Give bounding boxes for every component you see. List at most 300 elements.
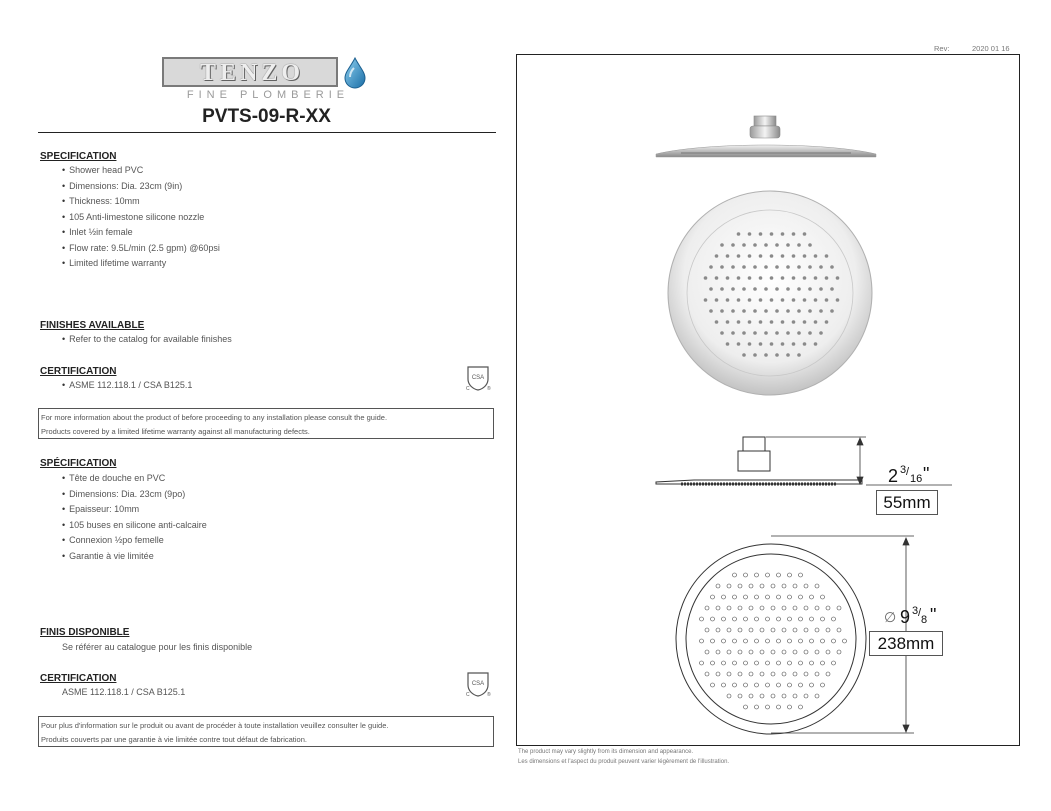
nozzle-hole (775, 309, 779, 313)
nozzle-hole (821, 617, 825, 621)
nozzle-hole (709, 265, 713, 269)
nozzle-hole (786, 331, 790, 335)
nozzle-hole (815, 606, 819, 610)
nozzle-hole (766, 683, 770, 687)
nozzle-hole (821, 595, 825, 599)
nozzle-hole (738, 628, 742, 632)
csa-mark-right: ® (487, 386, 491, 392)
disclaimer-fr: Les dimensions et l'aspect du produit peuvent varier légèrement de l'illustration. (518, 759, 730, 765)
nozzle-hole (737, 254, 741, 258)
side-view-drawing (656, 437, 862, 484)
nozzle-hole (755, 683, 759, 687)
nozzle-hole (731, 331, 735, 335)
cert-list-fr (62, 685, 185, 701)
nozzle-hole (755, 573, 759, 577)
nozzle-hole (826, 628, 830, 632)
nozzle-hole (808, 287, 812, 291)
nozzle-hole (742, 243, 746, 247)
nozzle-hole (793, 672, 797, 676)
nozzle-hole (759, 320, 763, 324)
nozzle-hole (711, 639, 715, 643)
nozzle-hole (759, 276, 763, 280)
nozzle-hole (760, 628, 764, 632)
note-line: Produits couverts par une garantie à vie limitée contre tout défaut de fabrication. (41, 735, 307, 744)
nozzle-hole (766, 705, 770, 709)
csa-mark-left: C (466, 386, 470, 392)
nozzle-hole (755, 595, 759, 599)
nozzle-hole (753, 265, 757, 269)
nozzle-hole (760, 672, 764, 676)
nozzle-hole (775, 243, 779, 247)
nozzle-hole (792, 298, 796, 302)
nozzle-hole (808, 309, 812, 313)
nozzle-hole (793, 584, 797, 588)
nozzle-hole (727, 650, 731, 654)
nozzle-hole (786, 353, 790, 357)
nozzle-hole (777, 617, 781, 621)
nozzle-hole (771, 606, 775, 610)
nozzle-hole (804, 584, 808, 588)
csa-mark-left: C (466, 692, 470, 698)
nozzle-hole (716, 628, 720, 632)
nozzle-hole (797, 287, 801, 291)
csa-mark-text: CSA (471, 375, 485, 381)
front-view-drawing (676, 544, 866, 734)
nozzle-hole (753, 287, 757, 291)
nozzle-hole (804, 672, 808, 676)
nozzle-hole (825, 254, 829, 258)
nozzle-hole (760, 606, 764, 610)
nozzle-hole (715, 276, 719, 280)
nozzle-hole (781, 254, 785, 258)
nozzle-hole (814, 254, 818, 258)
nozzle-hole (782, 672, 786, 676)
nozzle-hole (810, 595, 814, 599)
nozzle-hole (815, 628, 819, 632)
nozzle-hole (782, 694, 786, 698)
nozzle-hole (749, 584, 753, 588)
nozzle-hole (799, 705, 803, 709)
note-line: For more information about the product of before proceeding to any installation please consult the guide. (41, 413, 388, 422)
nozzle-hole (821, 683, 825, 687)
nozzle-hole (770, 298, 774, 302)
nozzle-hole (700, 639, 704, 643)
nozzle-hole (716, 584, 720, 588)
nozzle-hole (799, 683, 803, 687)
nozzle-hole (744, 595, 748, 599)
nozzle-hole (782, 606, 786, 610)
nozzle-hole (837, 606, 841, 610)
nozzle-hole (808, 243, 812, 247)
nozzle-hole (837, 650, 841, 654)
list-item: • Connexion ½po femelle (62, 533, 207, 549)
nozzle-hole (826, 606, 830, 610)
nozzle-hole (819, 287, 823, 291)
nozzle-hole (770, 232, 774, 236)
nozzle-hole (797, 265, 801, 269)
info-note-en (38, 408, 494, 439)
list-item: • Limited lifetime warranty (62, 256, 220, 272)
nozzle-hole (711, 595, 715, 599)
nozzle-hole (744, 639, 748, 643)
nozzle-hole (814, 298, 818, 302)
nozzle-hole (742, 331, 746, 335)
nozzle-hole (804, 628, 808, 632)
nozzle-hole (720, 287, 724, 291)
nozzle-hole (821, 661, 825, 665)
nozzle-hole (775, 265, 779, 269)
nozzle-hole (803, 342, 807, 346)
height-fraction: 2 3 / 16 " (888, 464, 930, 486)
list-item: • Tête de douche en PVC (62, 471, 207, 487)
nozzle-hole (804, 650, 808, 654)
finishes-list-fr (62, 640, 252, 656)
cert-list-en (62, 378, 192, 394)
nozzle-hole (777, 683, 781, 687)
nozzle-hole (792, 254, 796, 258)
nozzle-hole (764, 243, 768, 247)
nozzle-hole (733, 617, 737, 621)
disclaimer-en: The product may vary slightly from its dimension and appearance. (518, 749, 694, 755)
nozzle-hole (771, 584, 775, 588)
nozzle-hole (766, 573, 770, 577)
nozzle-hole (737, 276, 741, 280)
nozzle-hole (716, 650, 720, 654)
nozzle-hole (792, 276, 796, 280)
nozzle-hole (705, 606, 709, 610)
nozzle-hole (720, 265, 724, 269)
revision-date: 2020 01 16 (972, 44, 1010, 53)
info-note-fr (38, 716, 494, 747)
nozzle-hole (771, 672, 775, 676)
nozzle-hole (786, 265, 790, 269)
nozzle-hole (711, 683, 715, 687)
nozzle-hole (726, 298, 730, 302)
list-item: • Dimensions: Dia. 23cm (9po) (62, 487, 207, 503)
nozzle-hole (781, 276, 785, 280)
nozzle-hole (744, 661, 748, 665)
nozzle-hole (826, 650, 830, 654)
nozzle-hole (753, 309, 757, 313)
nozzle-hole (764, 287, 768, 291)
nozzle-hole (819, 309, 823, 313)
list-item: • Epaisseur: 10mm (62, 502, 207, 518)
nozzle-hole (738, 584, 742, 588)
spec-list-fr (62, 471, 207, 564)
nozzle-hole (766, 617, 770, 621)
nozzle-hole (711, 661, 715, 665)
nozzle-hole (759, 298, 763, 302)
nozzle-hole (705, 628, 709, 632)
nozzle-hole (832, 661, 836, 665)
nozzle-hole (748, 320, 752, 324)
nozzle-hole (748, 342, 752, 346)
nozzle-hole (797, 243, 801, 247)
nozzle-hole (722, 661, 726, 665)
nozzle-hole (815, 672, 819, 676)
nozzle-hole (755, 617, 759, 621)
nozzle-hole (814, 320, 818, 324)
side-view-photo (656, 116, 876, 157)
nozzle-hole (722, 639, 726, 643)
logo-tagline: FINE PLOMBERIE (186, 89, 350, 101)
nozzle-hole (715, 254, 719, 258)
finishes-list-en (62, 332, 232, 348)
nozzle-hole (797, 331, 801, 335)
nozzle-hole (781, 320, 785, 324)
nozzle-hole (753, 243, 757, 247)
nozzle-hole (744, 705, 748, 709)
list-item: • ASME 112.118.1 / CSA B125.1 (62, 378, 192, 394)
nozzle-hole (837, 628, 841, 632)
spec-heading-en: SPECIFICATION (40, 151, 117, 162)
nozzle-hole (836, 276, 840, 280)
nozzle-hole (737, 232, 741, 236)
logo-wordmark-box (162, 57, 338, 87)
nozzle-hole (788, 617, 792, 621)
nozzle-hole (799, 573, 803, 577)
nozzle-hole (764, 265, 768, 269)
nozzle-hole (737, 320, 741, 324)
nozzle-hole (804, 694, 808, 698)
cert-heading-fr: CERTIFICATION (40, 673, 117, 684)
nozzle-hole (815, 584, 819, 588)
nozzle-hole (749, 628, 753, 632)
nozzle-hole (781, 232, 785, 236)
diameter-fraction: ∅ 9 3 / 8 " (884, 605, 937, 627)
nozzle-hole (759, 342, 763, 346)
nozzle-hole (727, 606, 731, 610)
nozzle-hole (749, 672, 753, 676)
nozzle-hole (744, 683, 748, 687)
nozzle-hole (832, 639, 836, 643)
nozzle-hole (797, 309, 801, 313)
diameter-symbol: ∅ (884, 609, 897, 625)
nozzle-hole (788, 573, 792, 577)
nozzle-hole (793, 606, 797, 610)
nozzle-hole (742, 265, 746, 269)
nozzle-hole (766, 595, 770, 599)
nozzle-hole (726, 320, 730, 324)
cert-heading-en: CERTIFICATION (40, 366, 117, 377)
list-item: • Inlet ½in female (62, 225, 220, 241)
spec-list-en (62, 163, 220, 272)
nozzle-hole (748, 254, 752, 258)
revision-label: Rev: (934, 44, 950, 53)
nozzle-hole (742, 309, 746, 313)
nozzle-hole (705, 672, 709, 676)
nozzle-hole (793, 628, 797, 632)
nozzle-hole (760, 694, 764, 698)
nozzle-hole (775, 331, 779, 335)
list-item: ASME 112.118.1 / CSA B125.1 (62, 687, 186, 697)
height-denominator: 16 (910, 473, 923, 485)
finishes-heading-en: FINISHES AVAILABLE (40, 320, 145, 331)
nozzle-hole (815, 650, 819, 654)
csa-certification-icon (464, 364, 492, 392)
nozzle-hole (804, 606, 808, 610)
nozzle-hole (738, 650, 742, 654)
csa-mark-right: ® (487, 692, 491, 698)
nozzle-hole (700, 661, 704, 665)
nozzle-hole (755, 661, 759, 665)
height-whole: 2 (888, 466, 899, 486)
nozzle-hole (799, 595, 803, 599)
nozzle-hole (727, 584, 731, 588)
nozzle-hole (760, 584, 764, 588)
csa-mark-text: CSA (471, 681, 485, 687)
nozzle-hole (759, 232, 763, 236)
nozzle-hole (782, 628, 786, 632)
nozzle-hole (821, 639, 825, 643)
nozzle-hole (810, 639, 814, 643)
csa-certification-icon (464, 670, 492, 698)
nozzle-hole (777, 661, 781, 665)
nozzle-hole (792, 342, 796, 346)
nozzle-hole (716, 672, 720, 676)
finishes-heading-fr: FINIS DISPONIBLE (40, 627, 130, 638)
nozzle-hole (843, 639, 847, 643)
list-item: • Dimensions: Dia. 23cm (9in) (62, 179, 220, 195)
nozzle-hole (803, 254, 807, 258)
nozzle-hole (738, 606, 742, 610)
diameter-whole: 9 (900, 607, 911, 627)
nozzle-hole (782, 650, 786, 654)
nozzle-hole (764, 331, 768, 335)
nozzle-hole (775, 353, 779, 357)
nozzle-hole (704, 276, 708, 280)
nozzle-hole (771, 694, 775, 698)
nozzle-hole (744, 573, 748, 577)
nozzle-hole (731, 265, 735, 269)
diameter-numerator: 3 (912, 605, 919, 617)
nozzle-hole (733, 573, 737, 577)
nozzle-hole (731, 243, 735, 247)
nozzle-hole (788, 595, 792, 599)
nozzle-hole (826, 672, 830, 676)
nozzle-hole (722, 595, 726, 599)
nozzle-hole (755, 639, 759, 643)
front-view-photo (668, 191, 872, 395)
nozzle-hole (777, 705, 781, 709)
nozzle-hole (799, 617, 803, 621)
nozzle-hole (716, 606, 720, 610)
nozzle-hole (709, 309, 713, 313)
nozzle-hole (792, 232, 796, 236)
nozzle-hole (793, 650, 797, 654)
list-item: • 105 Anti-limestone silicone nozzle (62, 210, 220, 226)
nozzle-hole (830, 287, 834, 291)
list-item: • 105 buses en silicone anti-calcaire (62, 518, 207, 534)
nozzle-hole (749, 606, 753, 610)
nozzle-hole (777, 573, 781, 577)
nozzle-hole (744, 617, 748, 621)
nozzle-hole (825, 276, 829, 280)
brand-logo (162, 57, 377, 103)
list-item: • Shower head PVC (62, 163, 220, 179)
nozzle-hole (737, 298, 741, 302)
nozzle-hole (770, 342, 774, 346)
product-drawing (516, 54, 1020, 746)
nozzle-hole (733, 639, 737, 643)
diameter-denominator: 8 (921, 614, 928, 626)
nozzle-hole (793, 694, 797, 698)
nozzle-hole (797, 353, 801, 357)
nozzle-hole (810, 617, 814, 621)
nozzle-hole (727, 628, 731, 632)
nozzle-hole (764, 353, 768, 357)
nozzle-hole (810, 661, 814, 665)
nozzle-hole (788, 639, 792, 643)
list-item: • Garantie à vie limitée (62, 549, 207, 565)
nozzle-hole (709, 287, 713, 291)
product-code-title: PVTS-09-R-XX (202, 106, 331, 127)
nozzle-hole (777, 639, 781, 643)
nozzle-hole (722, 683, 726, 687)
nozzle-hole (749, 650, 753, 654)
nozzle-hole (753, 331, 757, 335)
spec-heading-fr: SPÉCIFICATION (40, 458, 117, 469)
nozzle-hole (836, 298, 840, 302)
nozzle-hole (832, 617, 836, 621)
nozzle-hole (803, 232, 807, 236)
nozzle-hole (788, 705, 792, 709)
nozzle-hole (715, 320, 719, 324)
nozzle-hole (771, 628, 775, 632)
nozzle-hole (770, 254, 774, 258)
height-inch-mark: " (923, 464, 930, 484)
nozzle-hole (748, 232, 752, 236)
nozzle-hole (733, 661, 737, 665)
nozzle-hole (704, 298, 708, 302)
note-line: Products covered by a limited lifetime warranty against all manufacturing defects. (41, 427, 310, 436)
nozzle-hole (775, 287, 779, 291)
nozzle-hole (830, 309, 834, 313)
nozzle-hole (788, 661, 792, 665)
nozzle-hole (786, 243, 790, 247)
nozzle-hole (720, 243, 724, 247)
list-item: • Thickness: 10mm (62, 194, 220, 210)
nozzle-hole (781, 342, 785, 346)
nozzle-hole (748, 276, 752, 280)
title-divider (38, 132, 496, 133)
nozzle-hole (748, 298, 752, 302)
nozzle-hole (808, 265, 812, 269)
nozzle-hole (755, 705, 759, 709)
diameter-mm-label: 238mm (869, 631, 943, 656)
nozzle-hole (726, 342, 730, 346)
nozzle-hole (737, 342, 741, 346)
nozzle-hole (788, 683, 792, 687)
nozzle-hole (749, 694, 753, 698)
nozzle-hole (759, 254, 763, 258)
nozzle-hole (733, 595, 737, 599)
nozzle-hole (742, 353, 746, 357)
nozzle-hole (726, 276, 730, 280)
height-numerator: 3 (900, 464, 907, 476)
list-item: Se référer au catalogue pour les finis disponible (62, 642, 253, 652)
nozzle-hole (799, 639, 803, 643)
nozzle-hole (770, 320, 774, 324)
note-line: Pour plus d'information sur le produit ou avant de procéder à toute installation veuillez consulter le guide. (41, 721, 389, 730)
nozzle-hole (810, 683, 814, 687)
nozzle-hole (770, 276, 774, 280)
nozzle-hole (819, 331, 823, 335)
nozzle-hole (792, 320, 796, 324)
nozzle-hole (720, 331, 724, 335)
nozzle-hole (803, 276, 807, 280)
nozzle-hole (766, 639, 770, 643)
